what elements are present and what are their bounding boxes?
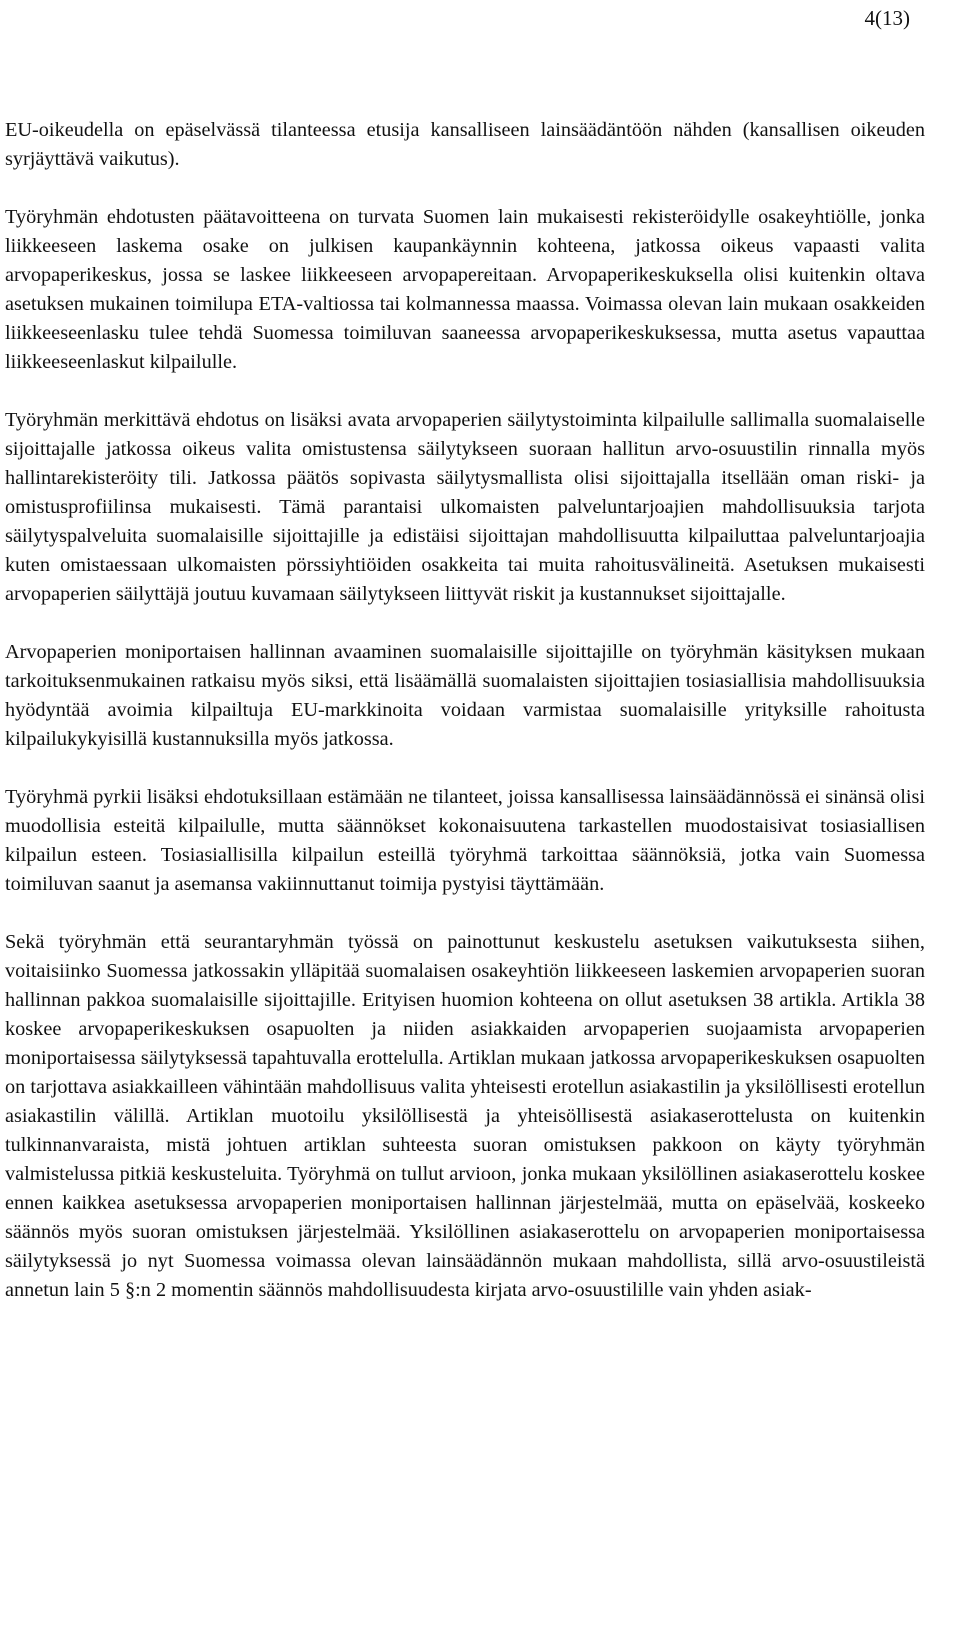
paragraph-competition-barriers: Työryhmä pyrkii lisäksi ehdotuksillaan estämään ne tilanteet, joissa kansallisessa lainsäädännössä ei sinänsä olisi muodollisia esteitä kilpailulle, mutta säännökset kokonaisuutena tarkastellen muodostaisivat tosiasiallisen kilpailun esteen. Tosiasiallisilla kilpailun esteillä työryhmä tarkoittaa säännöksiä, jotka vain Suomessa toimiluvan saanut ja asemansa vakiinnuttanut toimija pystyisi täyttämään. (5, 786, 925, 895)
paragraph-eu-law-precedence: EU-oikeudella on epäselvässä tilanteessa etusija kansalliseen lainsäädäntöön nähden (kansallisen oikeuden syrjäyttävä vaikutus). (5, 119, 925, 170)
paragraph-multi-tier-holding: Arvopaperien moniportaisen hallinnan avaaminen suomalaisille sijoittajille on työryhmän käsityksen mukaan tarkoituksenmukainen ratkaisu myös siksi, että lisäämällä suomalaisten sijoittajien tosiasiallisia mahdollisuuksia hyödyntää avoimia kilpailtuja EU-markkinoita voidaan varmistaa suomalaisille yrityksille rahoitusta kilpailukykyisillä kustannuksilla myös jatkossa. (5, 641, 925, 750)
page-number: 4(13) (864, 6, 910, 30)
paragraph-main-objective: Työryhmän ehdotusten päätavoitteena on turvata Suomen lain mukaisesti rekisteröidylle osakeyhtiölle, jonka liikkeeseen laskema osake on julkisen kaupankäynnin kohteena, jatkossa oikeus vapaasti valita arvopaperikeskus, jossa se laskee liikkeeseen arvopapereitaan. Arvopaperikeskuksella olisi kuitenkin oltava asetuksen mukainen toimilupa ETA-valtiossa tai kolmannessa maassa. Voimassa olevan lain mukaan osakkeiden liikkeeseenlasku tulee tehdä Suomessa toimiluvan saaneessa arvopaperikeskuksessa, mutta asetus vapauttaa liikkeeseenlaskut kilpailulle. (5, 206, 925, 373)
paragraph-custody-competition: Työryhmän merkittävä ehdotus on lisäksi avata arvopaperien säilytystoiminta kilpailulle sallimalla suomalaiselle sijoittajalle jatkossa oikeus valita omistustensa säilytykseen suoraan hallitun arvo-osuustilin rinnalla myös hallintarekisteröity tili. Jatkossa päätös sopivasta säilytysmallista olisi sijoittajalla itsellään oman riski- ja omistusprofiilinsa mukaisesti. Tämä parantaisi ulkomaisten palveluntarjoajien mahdollisuuksia tarjota säilytyspalveluita suomalaisille sijoittajille ja edistäisi sijoittajan mahdollisuutta kilpailuttaa palveluntarjoajia kuten omistaessaan ulkomaisten pörssiyhtiöiden osakkeita tai muita rahoitusvälineitä. Asetuksen mukaisesti arvopaperien säilyttäjä joutuu kuvamaan säilytykseen liittyvät riskit ja kustannukset sijoittajalle. (5, 409, 925, 605)
paragraph-article-38: Sekä työryhmän että seurantaryhmän työssä on painottunut keskustelu asetuksen vaikutuksesta siihen, voitaisiinko Suomessa jatkossakin ylläpitää suomalaisen osakeyhtiön liikkeeseen laskemien arvopaperien suoran hallinnan pakkoa suomalaisille sijoittajille. Erityisen huomion kohteena on ollut asetuksen 38 artikla. Artikla 38 koskee arvopaperikeskuksen osapuolten ja niiden asiakkaiden arvopaperien suojaamista arvopaperien moniportaisessa säilytyksessä tapahtuvalla erottelulla. Artiklan mukaan jatkossa arvopaperikeskuksen osapuolten on tarjottava asiakkailleen vähintään mahdollisuus valita yhteisesti erotellun asiakastilin ja yksilöllisesti erotellun asiakastilin välillä. Artiklan muotoilu yksilöllisestä ja yhteisöllisestä asiakaserottelusta on kuitenkin tulkinnanvaraista, mistä johtuen artiklan suhteesta suoran omistuksen pakkoon on käyty työryhmän valmistelussa pitkiä keskusteluita. Työryhmä on tullut arvioon, jonka mukaan yksilöllinen asiakaserottelu koskee ennen kaikkea asetuksessa arvopaperien moniportaisen hallinnan järjestelmää, mutta on epäselvää, koskeeko säännös myös suoran omistuksen järjestelmää. Yksilöllinen asiakaserottelu on arvopaperien moniportaisessa säilytyksessä jo nyt Suomessa voimassa olevan lainsäädännön mukaan mahdollista, sillä arvo-osuustileistä annetun lain 5 §:n 2 momentin säännös mahdollisuudesta kirjata arvo-osuustilille vain yhden asiak- (5, 931, 925, 1301)
document-body (5, 116, 925, 1334)
